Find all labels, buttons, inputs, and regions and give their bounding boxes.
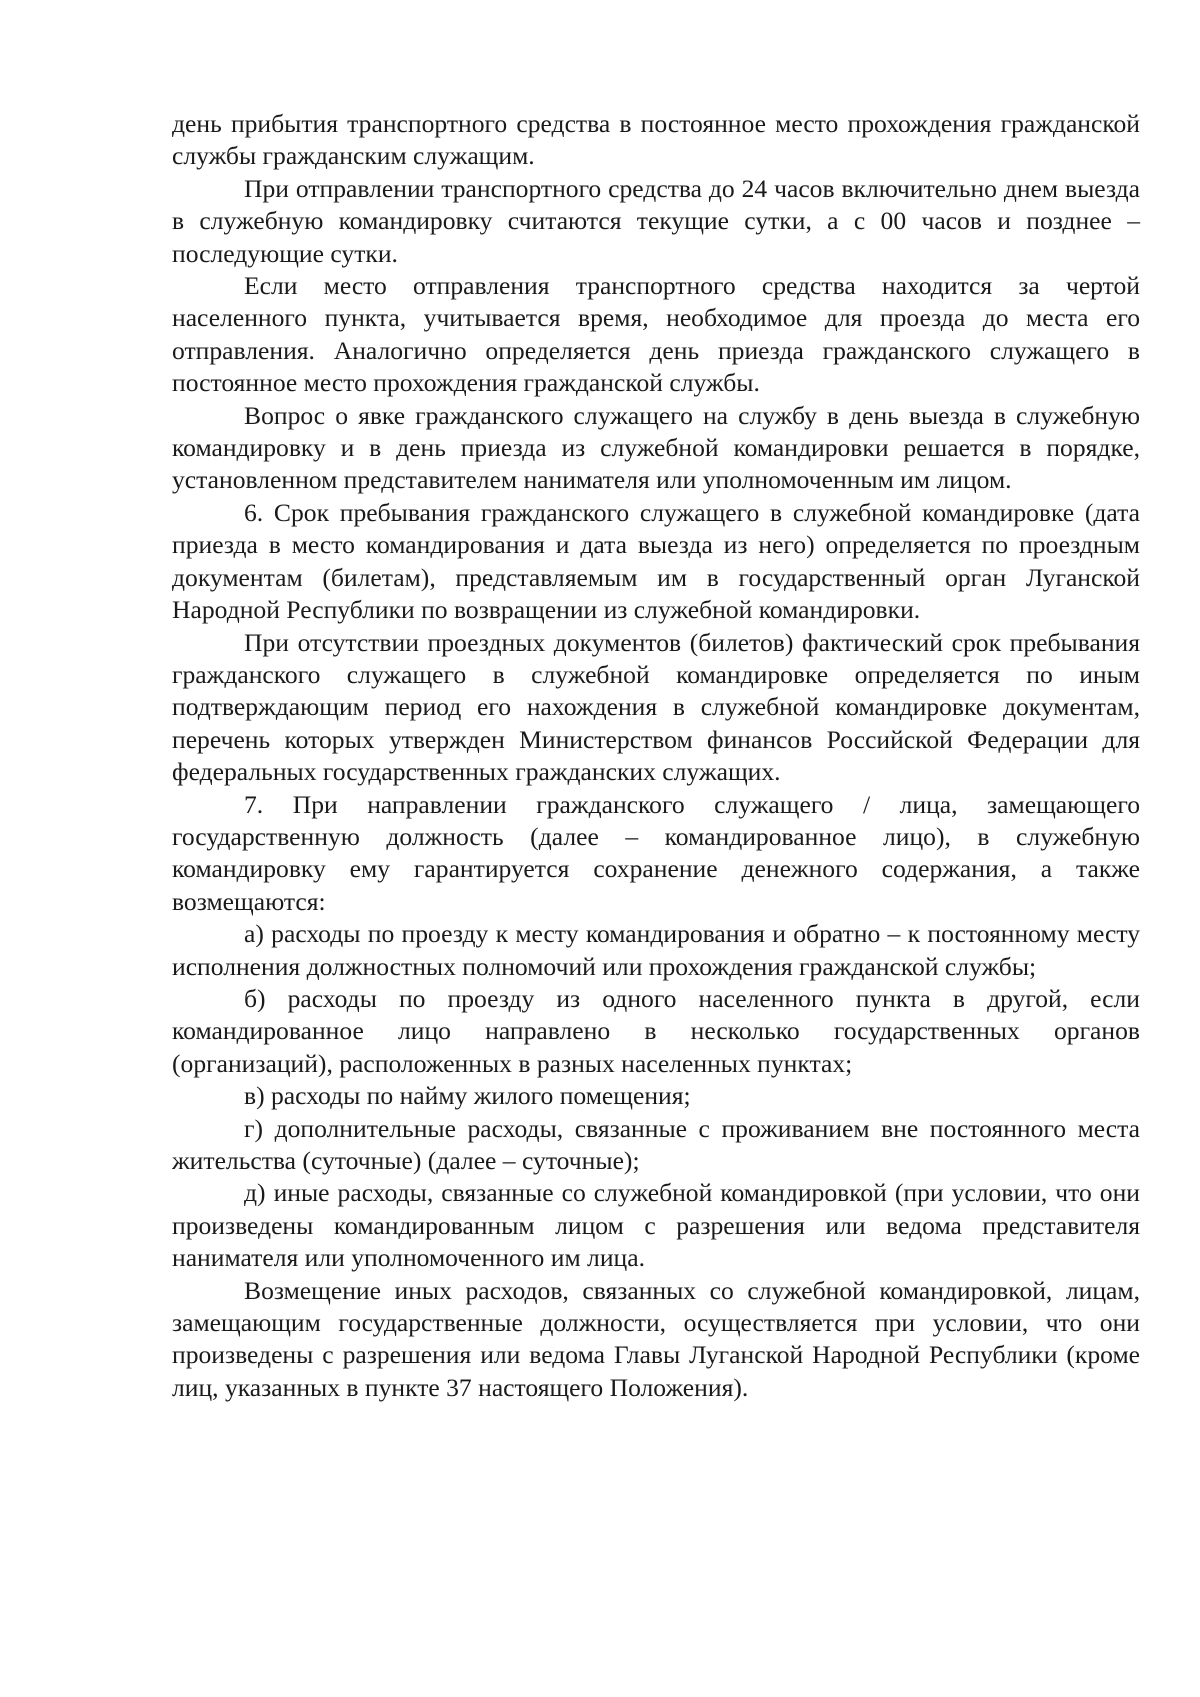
paragraph-subitem-d: д) иные расходы, связанные со служебной командировкой (при условии, что они произведены командированным лицом с разрешения или ведома представителя нанимателя или уполномоченного им лица.	[172, 1178, 1140, 1273]
paragraph-attendance: Вопрос о явке гражданского служащего на службу в день выезда в служебную командировку и в день приезда из служебной командировки решается в порядке, установленном представителем нанимателя или уполномоченным им лицом.	[172, 400, 1140, 495]
paragraph-item-6: 6. Срок пребывания гражданского служащего в служебной командировке (дата приезда в место командирования и дата выезда из него) определяется по проездным документам (билетам), представляемым им в государственный орган Луганской Народной Республики по возвращении из служебной командировки.	[172, 497, 1140, 625]
paragraph-continuation: день прибытия транспортного средства в постоянное место прохождения гражданской службы гражданским служащим.	[172, 109, 1140, 171]
paragraph-item-7: 7. При направлении гражданского служащего / лица, замещающего государственную должность (далее – командированное лицо), в служебную командировку ему гарантируется сохранение денежного содержания, а также возмещаются:	[172, 789, 1140, 916]
paragraph-subitem-a: а) расходы по проезду к месту командирования и обратно – к постоянному месту исполнения должностных полномочий или прохождения гражданской службы;	[172, 919, 1140, 981]
paragraph-departure-day: При отправлении транспортного средства до 24 часов включительно днем выезда в служебную командировку считаются текущие сутки, а с 00 часов и позднее – последующие сутки.	[172, 173, 1140, 268]
paragraph-departure-location: Если место отправления транспортного средства находится за чертой населенного пункта, учитывается время, необходимое для проезда до места его отправления. Аналогично определяется день приезда гражданского служащего в постоянное место прохождения гражданской службы.	[172, 271, 1140, 398]
paragraph-subitem-g: г) дополнительные расходы, связанные с проживанием вне постоянного места жительства (суточные) (далее – суточные);	[172, 1113, 1140, 1175]
document-body	[172, 108, 1140, 1404]
paragraph-other-expenses: Возмещение иных расходов, связанных со служебной командировкой, лицам, замещающим государственные должности, осуществляется при условии, что они произведены с разрешения или ведома Главы Луганской Народной Республики (кроме лиц, указанных в пункте 37 настоящего Положения).	[172, 1275, 1140, 1402]
paragraph-subitem-b: б) расходы по проезду из одного населенного пункта в другой, если командированное лицо направлено в несколько государственных органов (организаций), расположенных в разных населенных пунктах;	[172, 983, 1140, 1078]
paragraph-no-tickets: При отсутствии проездных документов (билетов) фактический срок пребывания гражданского служащего в служебной командировке определяется по иным подтверждающим период его нахождения в служебной командировке документам, перечень которых утвержден Министерством финансов Российской Федерации для федеральных государственных гражданских служащих.	[172, 627, 1140, 787]
paragraph-subitem-v: в) расходы по найму жилого помещения;	[244, 1081, 691, 1111]
